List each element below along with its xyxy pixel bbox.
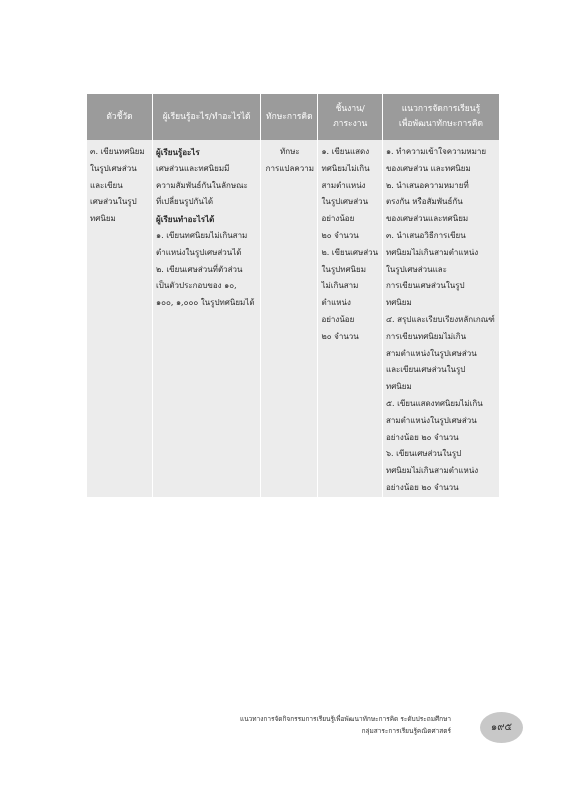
header-learning-guide: แนวการจัดการเรียนรู้ เพื่อพัฒนาทักษะการคิด [382, 94, 499, 140]
page-footer [240, 713, 451, 737]
footer-book-title: แนวทางการจัดกิจกรรมการเรียนรู้เพื่อพัฒนาทักษะการคิด ระดับประถมศึกษา [240, 715, 451, 723]
cell-learning-guide: ๑. ทำความเข้าใจความหมาย ของเศษส่วน และทศนิยม ๒. นำเสนอความหมายที่ ตรงกัน หรือสัมพันธ์กัน ของเศษส่วนและทศนิยม ๓. นำเสนอวิธีการเขียน ทศนิยมไม่เกินสามตำแหน่ง ในรูปเศษส่วนและ การเขียนเศษส่วนในรูป ทศนิยม ๔. สรุปและเรียบเรียงหลักเกณฑ์ การเขียนทศนิยมไม่เกิน สามตำแหน่งในรูปเศษส่วน และเขียนเศษส่วนในรูป ทศนิยม ๕. เขียนแสดงทศนิยมไม่เกิน สามตำแหน่งในรูปเศษส่วน อย่างน้อย ๒๐ จำนวน ๖. เขียนเศษส่วนในรูป ทศนิยมไม่เกินสามตำแหน่ง อย่างน้อย ๒๐ จำนวน [382, 140, 499, 497]
header-thinking-skill: ทักษะการคิด [261, 94, 318, 140]
header-learning: ผู้เรียนรู้อะไร/ทำอะไรได้ [153, 94, 261, 140]
header-work-task: ชิ้นงาน/ ภาระงาน [318, 94, 383, 140]
do-body: ๑. เขียนทศนิยมไม่เกินสาม ตำแหน่งในรูปเศษส่วนได้ ๒. เขียนเศษส่วนที่ตัวส่วน เป็นตัวประกอบของ ๑๐, ๑๐๐, ๑,๐๐๐ ในรูปทศนิยมได้ [156, 230, 255, 308]
cell-indicator: ๓. เขียนทศนิยม ในรูปเศษส่วน และเขียน เศษส่วนในรูป ทศนิยม [87, 140, 153, 497]
curriculum-table [87, 94, 499, 497]
page-number: ๑๙๕ [480, 712, 523, 743]
footer-subject: กลุ่มสาระการเรียนรู้คณิตศาสตร์ [361, 727, 451, 735]
cell-thinking-skill: ทักษะ การแปลความ [261, 140, 318, 497]
table-header-row [87, 94, 499, 140]
cell-learning [153, 140, 261, 497]
header-indicator: ตัวชี้วัด [87, 94, 153, 140]
do-heading: ผู้เรียนทำอะไรได้ [156, 214, 215, 225]
table-row [87, 140, 499, 497]
learn-heading: ผู้เรียนรู้อะไร [156, 147, 200, 157]
cell-work-task: ๑. เขียนแสดง ทศนิยมไม่เกิน สามตำแหน่ง ในรูปเศษส่วน อย่างน้อย ๒๐ จำนวน ๒. เขียนเศษส่วน ในรูปทศนิยม ไม่เกินสามตำแหน่ง อย่างน้อย ๒๐ จำนวน [318, 140, 383, 497]
learn-body: เศษส่วนและทศนิยมมี ความสัมพันธ์กันในลักษณะ ที่เปลี่ยนรูปกันได้ [156, 163, 248, 207]
